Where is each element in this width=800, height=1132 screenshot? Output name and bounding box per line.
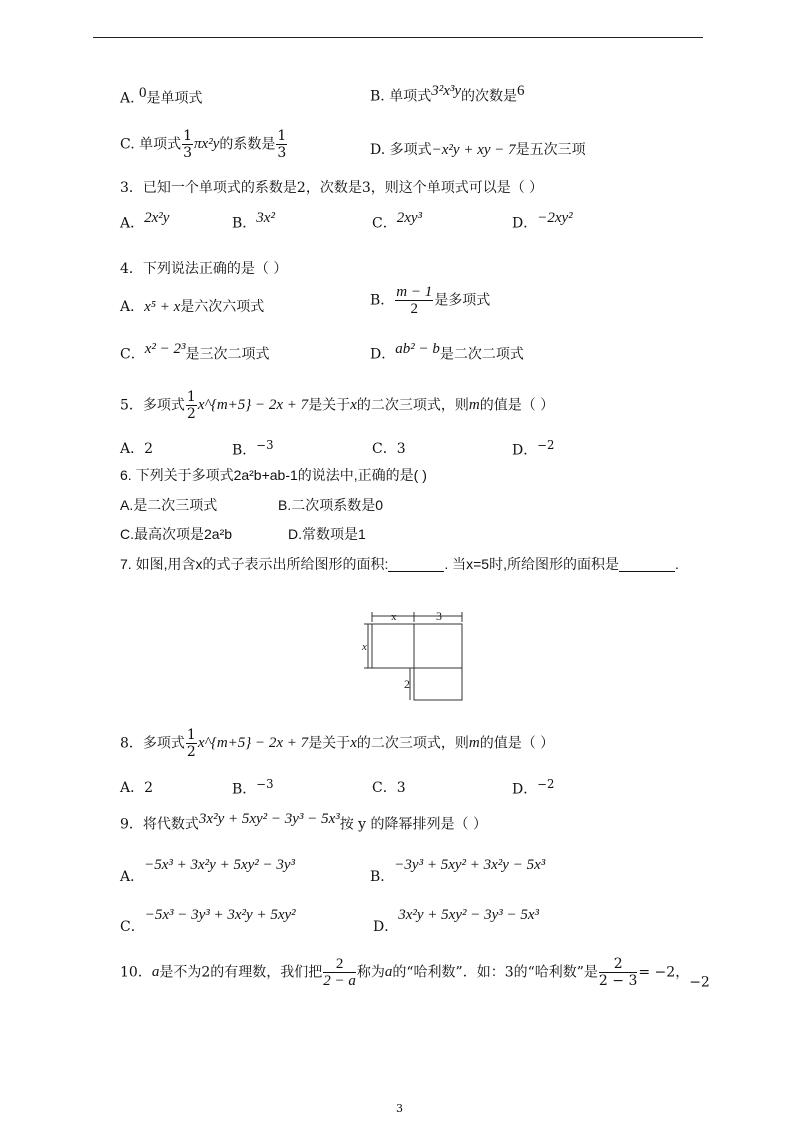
q3-stem: 3．已知一个单项式的系数是2，次数是3，则这个单项式可以是（ ）: [120, 180, 544, 196]
q3-option-b: B．$^{3x^2}$: [232, 210, 275, 232]
q7-stem: 7. 如图,用含x的式子表示出所给图形的面积: . 当x=5时,所给图形的面积是 .: [120, 556, 679, 572]
area-figure: [358, 610, 476, 702]
q9-option-a: A．−5x³ + 3x²y + 5xy² − 3y³: [120, 857, 296, 885]
q10-example-fraction: $\frac{2}{2 - 3}$: [598, 956, 638, 989]
q3-option-c: C．$^{2xy^3}$: [372, 210, 423, 232]
q9-option-b: B．−3y³ + 5xy² + 3x²y − 5x³: [370, 857, 546, 885]
q8-option-c: C．3: [372, 780, 406, 796]
q9-option-c: C．−5x³ − 3y³ + 3x²y + 5xy²: [120, 907, 296, 935]
fig-label-x-top: x: [391, 611, 397, 623]
q2-option-a: A. $^0$是单项式: [120, 85, 203, 107]
q8-option-a: A．2: [120, 780, 154, 796]
q3-option-a: A．$^{2x^2y}$: [120, 210, 170, 232]
q10-stem: 10．a是不为2的有理数，我们把 $\frac{2}{2 - a}$ 称为a的“哈利数”．如：3的“哈利数”是 $\frac{2}{2 - 3}$ = −2，−2: [120, 956, 710, 991]
q6-option-b: B.二次项系数是0: [278, 497, 384, 513]
q6-option-a: A.是二次三项式: [120, 497, 218, 513]
q8-stem: 8．多项式 $\frac{1}{2}$ x^{m+5} − 2x + 7是关于x的二次三项式，则m的值是（ ）: [120, 727, 555, 760]
q4-option-d: D．$^{ab^2 - b}$是二次二项式: [370, 341, 524, 363]
q4-option-a: A．x⁵ + x是六次六项式: [120, 299, 265, 315]
q8-option-b: B．$^{-3}$: [232, 777, 274, 798]
q2-option-b: B. 单项式$^{3^2x^3y}$的次数是$^6$: [370, 83, 525, 105]
header-rule: [93, 37, 703, 38]
q4-stem: 4．下列说法正确的是（ ）: [120, 261, 288, 277]
page-number: 3: [396, 1102, 403, 1115]
q8-option-d: D．$^{-2}$: [512, 777, 555, 798]
fig-label-2: 2: [404, 677, 410, 691]
q2-option-c: C. 单项式 $\frac{1}{3}$ πx²y的系数是 $\frac{1}{3}$: [120, 128, 287, 161]
q5-option-a: A．2: [120, 441, 154, 457]
q3-option-d: D．$^{-2xy^2}$: [512, 210, 573, 232]
q5-option-b: B．$^{-3}$: [232, 438, 274, 459]
q2-b-val: 6: [517, 83, 525, 99]
q9-option-d: D．3x²y + 5xy² − 3y³ − 5x³: [373, 907, 540, 935]
q9-stem: 9．将代数式$^{3x^2y + 5xy^2 - 3y^3 - 5x^3}$按 y 的降幂排列是（ ）: [120, 811, 487, 833]
q5-fraction: $\frac{1}{2}$: [186, 389, 196, 422]
q4-b-fraction: $\frac{m - 1}{2}$: [396, 284, 433, 317]
fig-label-3: 3: [436, 610, 442, 623]
q7-blank-1[interactable]: [388, 557, 444, 572]
fig-bottom-rect: [414, 668, 462, 700]
q5-option-d: D．$^{-2}$: [512, 438, 555, 459]
q6-stem: 6. 下列关于多项式2a²b+ab-1的说法中,正确的是( ): [120, 467, 427, 483]
q7-blank-2[interactable]: [619, 557, 675, 572]
fig-top-rect: [372, 624, 462, 668]
q6-option-d: D.常数项是1: [288, 526, 366, 542]
q2-b-expr: 3²x³y: [431, 83, 462, 99]
q6-option-c: C.最高次项是2a²b: [120, 526, 233, 542]
q4-option-b: B． $\frac{m - 1}{2}$ 是多项式: [370, 284, 491, 317]
q2-a-expr: 0: [139, 85, 147, 101]
q2-option-d: D. 多项式−x²y + xy − 7是五次三项: [370, 142, 586, 158]
q4-option-c: C．$^{x^2 - 2^3}$是三次二项式: [120, 341, 270, 363]
q10-fraction: $\frac{2}{2 - a}$: [323, 956, 356, 989]
q2-c-fraction: $\frac{1}{3}$: [183, 128, 193, 161]
q5-stem: 5．多项式 $\frac{1}{2}$ x^{m+5} − 2x + 7是关于x的二次三项式，则m的值是（ ）: [120, 389, 555, 422]
fig-label-x-left: x: [362, 641, 367, 653]
q2-c-answer-fraction: $\frac{1}{3}$: [277, 128, 287, 161]
q5-option-c: C．3: [372, 441, 406, 457]
q8-fraction: $\frac{1}{2}$: [186, 727, 196, 760]
